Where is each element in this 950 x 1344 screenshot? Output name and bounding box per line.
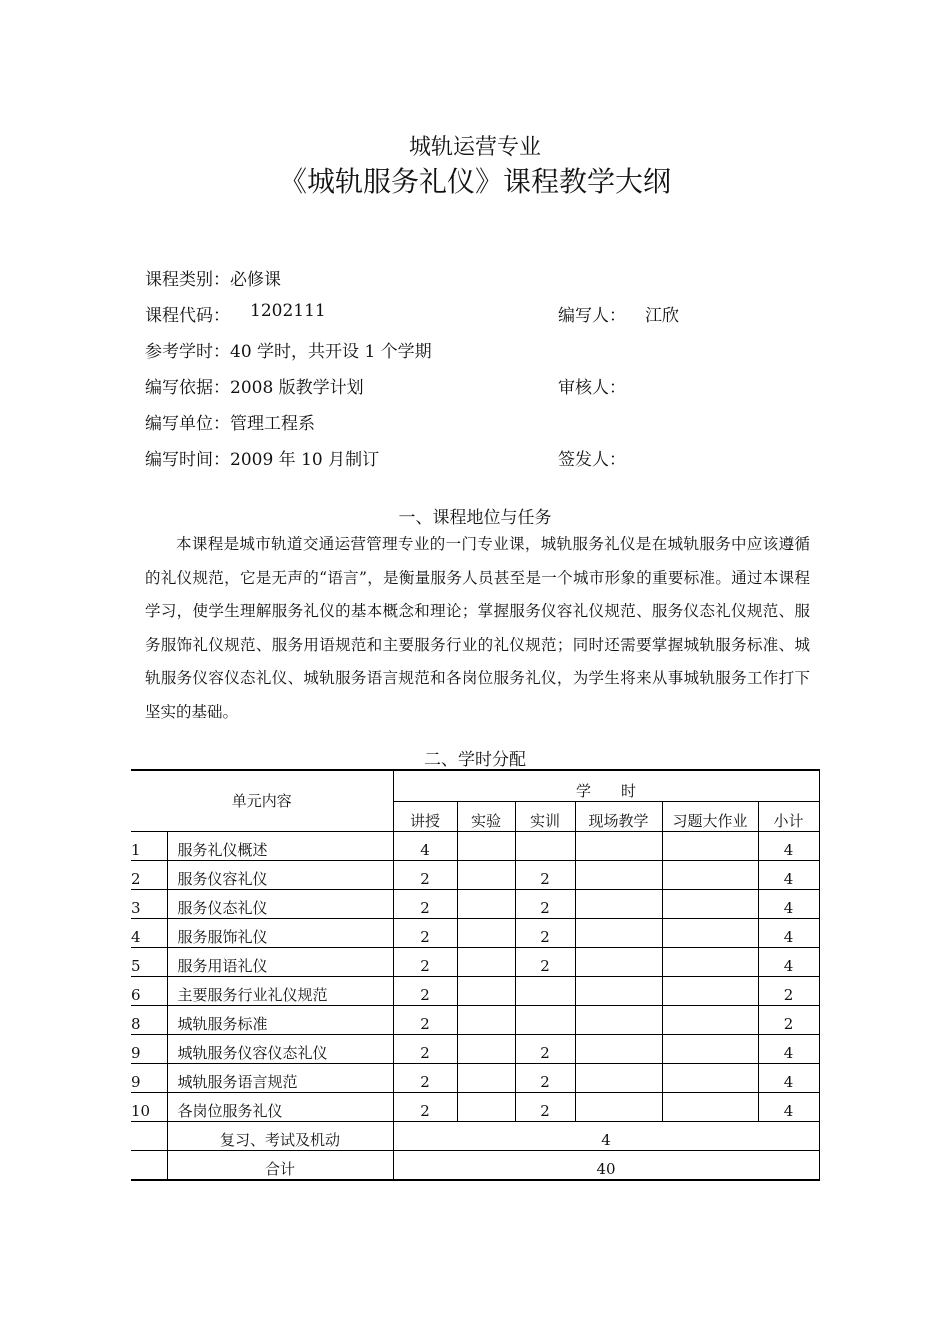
row-unit-name: 城轨服务仪容仪态礼仪 [167,1035,393,1064]
review-value: 4 [393,1122,819,1151]
table-row [131,1035,819,1064]
row-lab [457,832,515,861]
table-row [131,948,819,977]
row-practice [515,977,575,1006]
row-subtotal: 4 [758,919,819,948]
row-field [575,890,662,919]
table-row [131,1006,819,1035]
total-label: 合计 [167,1151,393,1181]
row-lecture: 2 [393,890,457,919]
row-number: 6 [131,977,167,1006]
row-practice [515,1006,575,1035]
col-exercise-header: 习题大作业 [662,802,758,832]
row-number-empty [131,1122,167,1151]
row-unit-name: 城轨服务标准 [167,1006,393,1035]
row-lab [457,948,515,977]
row-practice [515,832,575,861]
row-exercise [662,1064,758,1093]
table-row [131,1064,819,1093]
row-exercise [662,1006,758,1035]
col-field-header: 现场教学 [575,802,662,832]
issuer-label: 签发人： [558,450,626,470]
row-subtotal: 4 [758,890,819,919]
table-row [131,832,819,861]
row-unit-name: 服务服饰礼仪 [167,919,393,948]
row-number-empty [131,1151,167,1181]
document-title: 《城轨服务礼仪》课程教学大纲 [278,165,671,198]
reference-hours: 参考学时：40 学时，共开设 1 个学期 [145,342,432,362]
row-number: 1 [131,832,167,861]
compile-unit: 编写单位：管理工程系 [145,414,315,434]
row-field [575,861,662,890]
row-field [575,948,662,977]
course-category: 课程类别：必修课 [145,270,281,290]
author-label: 编写人： [558,306,626,326]
row-lecture: 2 [393,1035,457,1064]
table-row [131,1122,819,1151]
table-row [131,861,819,890]
row-exercise [662,977,758,1006]
row-practice: 2 [515,1064,575,1093]
compile-time: 编写时间：2009 年 10 月制订 [145,450,380,470]
table-row [131,919,819,948]
row-subtotal: 2 [758,977,819,1006]
table-row [131,890,819,919]
row-practice: 2 [515,1093,575,1122]
row-practice: 2 [515,890,575,919]
row-lecture: 2 [393,1006,457,1035]
row-subtotal: 4 [758,1064,819,1093]
row-number: 9 [131,1035,167,1064]
row-practice: 2 [515,861,575,890]
row-lecture: 2 [393,861,457,890]
row-field [575,977,662,1006]
reviewer-label: 审核人： [558,378,626,398]
col-lab-header: 实验 [457,802,515,832]
col-lecture-header: 讲授 [393,802,457,832]
row-exercise [662,1093,758,1122]
row-number: 3 [131,890,167,919]
row-lecture: 4 [393,832,457,861]
row-number: 8 [131,1006,167,1035]
row-number: 4 [131,919,167,948]
row-exercise [662,861,758,890]
section1-body: 本课程是城市轨道交通运营管理专业的一门专业课，城轨服务礼仪是在城轨服务中应该遵循的礼仪规范，它是无声的“语言”，是衡量服务人员甚至是一个城市形象的重要标准。通过本课程学习，使学生理解服务礼仪的基本概念和理论；掌握服务仪容礼仪规范、服务仪态礼仪规范、服务服饰礼仪规范、服务用语规范和主要服务行业的礼仪规范；同时还需要掌握城轨服务标准、城轨服务仪容仪态礼仪、城轨服务语言规范和各岗位服务礼仪，为学生将来从事城轨服务工作打下坚实的基础。 [145,535,810,721]
row-unit-name: 城轨服务语言规范 [167,1064,393,1093]
row-lab [457,861,515,890]
row-lab [457,1093,515,1122]
total-value: 40 [393,1151,819,1181]
row-subtotal: 4 [758,861,819,890]
unit-content-header: 单元内容 [131,770,393,832]
row-number: 5 [131,948,167,977]
row-exercise [662,1035,758,1064]
row-subtotal: 2 [758,1006,819,1035]
row-exercise [662,919,758,948]
col-subtotal-header: 小计 [758,802,819,832]
row-unit-name: 服务礼仪概述 [167,832,393,861]
hours-header: 学 时 [393,770,819,802]
program-title: 城轨运营专业 [408,135,541,160]
row-exercise [662,890,758,919]
row-field [575,1093,662,1122]
row-unit-name: 服务仪态礼仪 [167,890,393,919]
author-value: 江欣 [645,306,679,326]
row-number: 9 [131,1064,167,1093]
row-lab [457,890,515,919]
table-row [131,1151,819,1181]
row-number: 2 [131,861,167,890]
row-lab [457,1006,515,1035]
section1-title: 一、课程地位与任务 [398,508,552,528]
compile-basis: 编写依据：2008 版教学计划 [145,378,364,398]
row-field [575,919,662,948]
row-subtotal: 4 [758,832,819,861]
row-unit-name: 主要服务行业礼仪规范 [167,977,393,1006]
row-lab [457,977,515,1006]
row-unit-name: 服务仪容礼仪 [167,861,393,890]
row-field [575,832,662,861]
hours-allocation-table [131,769,820,1181]
row-field [575,1064,662,1093]
row-subtotal: 4 [758,948,819,977]
row-lecture: 2 [393,919,457,948]
row-field [575,1006,662,1035]
row-field [575,1035,662,1064]
row-lecture: 2 [393,977,457,1006]
course-code-label: 课程代码： [145,306,230,326]
row-exercise [662,832,758,861]
table-row [131,1093,819,1122]
row-number: 10 [131,1093,167,1122]
table-row [131,977,819,1006]
row-subtotal: 4 [758,1093,819,1122]
row-lecture: 2 [393,1064,457,1093]
row-exercise [662,948,758,977]
row-unit-name: 各岗位服务礼仪 [167,1093,393,1122]
row-practice: 2 [515,1035,575,1064]
row-unit-name: 服务用语礼仪 [167,948,393,977]
row-lab [457,1035,515,1064]
row-lecture: 2 [393,1093,457,1122]
row-lab [457,1064,515,1093]
row-subtotal: 4 [758,1035,819,1064]
col-practice-header: 实训 [515,802,575,832]
row-practice: 2 [515,919,575,948]
review-label: 复习、考试及机动 [167,1122,393,1151]
row-practice: 2 [515,948,575,977]
course-code-value: 1202111 [250,301,326,321]
section2-title: 二、学时分配 [424,750,526,770]
row-lab [457,919,515,948]
row-lecture: 2 [393,948,457,977]
